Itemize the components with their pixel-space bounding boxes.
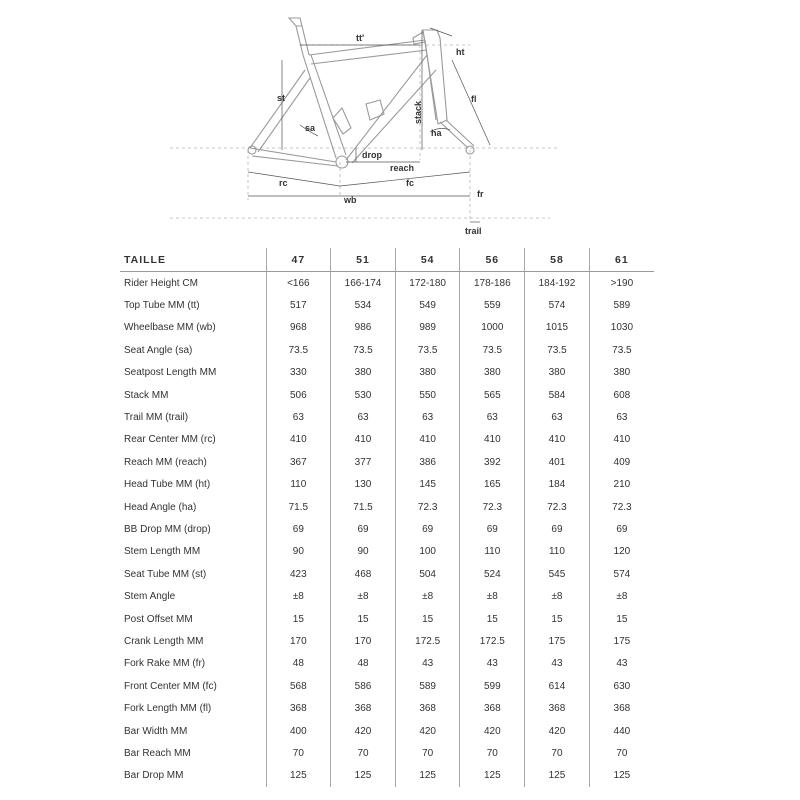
row-label: Head Angle (ha) xyxy=(124,501,197,513)
row-value: 72.3 xyxy=(460,496,525,518)
table-row xyxy=(120,339,654,361)
row-value: 423 xyxy=(266,563,331,585)
table-row xyxy=(120,518,654,540)
row-value: 468 xyxy=(331,563,396,585)
table-row xyxy=(120,585,654,607)
row-value: 586 xyxy=(331,675,396,697)
table-row xyxy=(120,720,654,742)
row-value: 125 xyxy=(266,765,331,787)
row-value: 589 xyxy=(589,294,654,316)
table-row xyxy=(120,362,654,384)
table-row xyxy=(120,272,654,295)
table-row xyxy=(120,697,654,719)
row-value: 599 xyxy=(460,675,525,697)
row-label: Fork Rake MM (fr) xyxy=(124,658,206,670)
row-value: 568 xyxy=(266,675,331,697)
row-value: 70 xyxy=(525,742,590,764)
row-value: 110 xyxy=(525,541,590,563)
table-row xyxy=(120,474,654,496)
row-label: Post Offset MM xyxy=(124,613,193,625)
row-value: 1000 xyxy=(460,317,525,339)
row-value: 172.5 xyxy=(460,630,525,652)
row-value: 120 xyxy=(589,541,654,563)
size-header-label: TAILLE xyxy=(120,248,266,272)
row-value: 125 xyxy=(395,765,460,787)
row-label: Bar Width MM xyxy=(124,725,188,737)
row-value: ±8 xyxy=(525,585,590,607)
row-value: 90 xyxy=(266,541,331,563)
row-value: 574 xyxy=(525,294,590,316)
label-fl: fl xyxy=(471,94,477,104)
label-ht: ht xyxy=(456,47,465,57)
row-value: 63 xyxy=(525,406,590,428)
row-value: 524 xyxy=(460,563,525,585)
size-header-51: 51 xyxy=(331,248,396,272)
row-value: ±8 xyxy=(331,585,396,607)
row-value: 69 xyxy=(266,518,331,540)
row-value: 409 xyxy=(589,451,654,473)
size-header-58: 58 xyxy=(525,248,590,272)
row-label: Top Tube MM (tt) xyxy=(124,300,200,312)
table-row xyxy=(120,429,654,451)
row-value: 15 xyxy=(395,608,460,630)
row-value: 420 xyxy=(460,720,525,742)
label-stack: stack xyxy=(413,100,423,124)
label-rc: rc xyxy=(279,178,288,188)
row-value: 48 xyxy=(266,653,331,675)
table-row xyxy=(120,384,654,406)
row-value: 368 xyxy=(395,697,460,719)
row-value: >190 xyxy=(589,272,654,295)
row-value: 386 xyxy=(395,451,460,473)
row-label: Stem Length MM xyxy=(124,546,201,558)
row-value: 589 xyxy=(395,675,460,697)
row-value: 43 xyxy=(460,653,525,675)
row-value: 48 xyxy=(331,653,396,675)
row-value: 380 xyxy=(525,362,590,384)
row-value: 69 xyxy=(395,518,460,540)
row-value: 368 xyxy=(460,697,525,719)
row-value: 368 xyxy=(266,697,331,719)
row-value: 368 xyxy=(589,697,654,719)
row-value: 125 xyxy=(331,765,396,787)
row-label: Wheelbase MM (wb) xyxy=(124,322,216,334)
row-value: 367 xyxy=(266,451,331,473)
row-value: ±8 xyxy=(460,585,525,607)
row-label: Seatpost Length MM xyxy=(124,367,217,379)
row-value: 15 xyxy=(589,608,654,630)
row-value: 420 xyxy=(331,720,396,742)
row-label: Rider Height CM xyxy=(124,277,198,289)
row-value: 380 xyxy=(589,362,654,384)
row-value: 15 xyxy=(266,608,331,630)
row-value: 184-192 xyxy=(525,272,590,295)
row-value: ±8 xyxy=(589,585,654,607)
row-value: 380 xyxy=(460,362,525,384)
row-value: 392 xyxy=(460,451,525,473)
row-label: Stem Angle xyxy=(124,591,176,603)
row-value: 608 xyxy=(589,384,654,406)
row-value: 380 xyxy=(395,362,460,384)
row-value: 70 xyxy=(266,742,331,764)
row-value: 73.5 xyxy=(589,339,654,361)
row-value: 125 xyxy=(460,765,525,787)
table-row xyxy=(120,608,654,630)
label-tt: tt' xyxy=(356,33,365,43)
row-value: 70 xyxy=(460,742,525,764)
table-row xyxy=(120,563,654,585)
row-value: 63 xyxy=(395,406,460,428)
row-value: 614 xyxy=(525,675,590,697)
row-value: 130 xyxy=(331,474,396,496)
table-row xyxy=(120,653,654,675)
row-value: 69 xyxy=(589,518,654,540)
size-header-54: 54 xyxy=(395,248,460,272)
row-value: 100 xyxy=(395,541,460,563)
row-label: Fork Length MM (fl) xyxy=(124,703,212,715)
row-value: 584 xyxy=(525,384,590,406)
row-value: 1015 xyxy=(525,317,590,339)
row-value: 410 xyxy=(266,429,331,451)
table-row xyxy=(120,406,654,428)
row-label: Bar Drop MM xyxy=(124,770,184,782)
table-row xyxy=(120,541,654,563)
row-value: 72.3 xyxy=(525,496,590,518)
row-value: 517 xyxy=(266,294,331,316)
size-header-56: 56 xyxy=(460,248,525,272)
row-value: 69 xyxy=(331,518,396,540)
row-value: 530 xyxy=(331,384,396,406)
bike-geometry-diagram xyxy=(0,0,800,245)
label-fr: fr xyxy=(477,189,484,199)
table-row xyxy=(120,742,654,764)
row-value: 70 xyxy=(395,742,460,764)
row-value: 330 xyxy=(266,362,331,384)
row-value: 506 xyxy=(266,384,331,406)
row-value: 90 xyxy=(331,541,396,563)
row-value: 986 xyxy=(331,317,396,339)
row-value: 410 xyxy=(589,429,654,451)
row-value: 410 xyxy=(395,429,460,451)
label-fc: fc xyxy=(406,178,415,188)
row-value: 15 xyxy=(525,608,590,630)
row-value: 110 xyxy=(266,474,331,496)
row-value: 968 xyxy=(266,317,331,339)
row-value: 69 xyxy=(460,518,525,540)
row-value: 534 xyxy=(331,294,396,316)
geometry-table-body xyxy=(120,272,654,787)
row-value: 72.3 xyxy=(589,496,654,518)
row-value: 420 xyxy=(395,720,460,742)
label-ha: ha xyxy=(431,128,442,138)
row-value: 440 xyxy=(589,720,654,742)
table-row xyxy=(120,451,654,473)
row-value: 175 xyxy=(589,630,654,652)
table-header-row xyxy=(120,248,654,272)
row-value: 550 xyxy=(395,384,460,406)
row-value: 43 xyxy=(525,653,590,675)
row-value: 175 xyxy=(525,630,590,652)
table-row xyxy=(120,630,654,652)
row-value: <166 xyxy=(266,272,331,295)
size-header-47: 47 xyxy=(266,248,331,272)
row-value: 165 xyxy=(460,474,525,496)
label-reach: reach xyxy=(390,163,415,173)
label-wb: wb xyxy=(344,195,357,205)
row-value: 400 xyxy=(266,720,331,742)
row-label: Head Tube MM (ht) xyxy=(124,479,211,491)
row-value: 989 xyxy=(395,317,460,339)
geometry-table xyxy=(120,248,654,787)
row-value: 73.5 xyxy=(525,339,590,361)
row-label: Reach MM (reach) xyxy=(124,456,207,468)
row-value: 380 xyxy=(331,362,396,384)
row-label: Seat Tube MM (st) xyxy=(124,568,207,580)
row-value: 377 xyxy=(331,451,396,473)
row-value: 166-174 xyxy=(331,272,396,295)
row-label: Rear Center MM (rc) xyxy=(124,434,216,446)
row-value: 401 xyxy=(525,451,590,473)
row-value: 69 xyxy=(525,518,590,540)
row-value: 410 xyxy=(460,429,525,451)
label-drop: drop xyxy=(362,150,382,160)
row-value: 545 xyxy=(525,563,590,585)
row-value: 410 xyxy=(525,429,590,451)
table-row xyxy=(120,294,654,316)
row-value: 73.5 xyxy=(266,339,331,361)
row-value: 63 xyxy=(589,406,654,428)
row-value: 43 xyxy=(395,653,460,675)
row-value: 71.5 xyxy=(266,496,331,518)
table-row xyxy=(120,317,654,339)
row-value: 1030 xyxy=(589,317,654,339)
row-value: 368 xyxy=(525,697,590,719)
row-label: Front Center MM (fc) xyxy=(124,680,217,692)
row-value: 63 xyxy=(266,406,331,428)
row-value: 110 xyxy=(460,541,525,563)
row-value: 73.5 xyxy=(395,339,460,361)
row-label: Stack MM xyxy=(124,389,169,401)
row-value: 15 xyxy=(331,608,396,630)
row-value: 410 xyxy=(331,429,396,451)
row-value: 73.5 xyxy=(460,339,525,361)
row-value: 63 xyxy=(331,406,396,428)
row-value: 368 xyxy=(331,697,396,719)
row-value: 63 xyxy=(460,406,525,428)
table-row xyxy=(120,675,654,697)
row-value: 170 xyxy=(266,630,331,652)
row-label: Seat Angle (sa) xyxy=(124,344,193,356)
row-value: 184 xyxy=(525,474,590,496)
row-label: Crank Length MM xyxy=(124,635,204,647)
row-value: 70 xyxy=(331,742,396,764)
row-value: 70 xyxy=(589,742,654,764)
row-value: 43 xyxy=(589,653,654,675)
row-label: BB Drop MM (drop) xyxy=(124,523,211,535)
row-value: 504 xyxy=(395,563,460,585)
row-value: 559 xyxy=(460,294,525,316)
row-value: 170 xyxy=(331,630,396,652)
row-value: 145 xyxy=(395,474,460,496)
row-label: Trail MM (trail) xyxy=(124,412,189,424)
row-value: 178-186 xyxy=(460,272,525,295)
row-value: 420 xyxy=(525,720,590,742)
row-value: ±8 xyxy=(266,585,331,607)
reference-lines xyxy=(170,45,560,220)
row-value: 125 xyxy=(589,765,654,787)
row-value: 210 xyxy=(589,474,654,496)
row-value: 172-180 xyxy=(395,272,460,295)
table-row xyxy=(120,496,654,518)
row-label: Bar Reach MM xyxy=(124,747,191,759)
label-sa: sa xyxy=(305,123,316,133)
row-value: 125 xyxy=(525,765,590,787)
row-value: ±8 xyxy=(395,585,460,607)
row-value: 73.5 xyxy=(331,339,396,361)
table-row xyxy=(120,765,654,787)
row-value: 15 xyxy=(460,608,525,630)
row-value: 574 xyxy=(589,563,654,585)
label-st: st xyxy=(277,93,286,103)
label-trail: trail xyxy=(465,226,482,236)
row-value: 72.3 xyxy=(395,496,460,518)
row-value: 565 xyxy=(460,384,525,406)
row-value: 549 xyxy=(395,294,460,316)
row-value: 630 xyxy=(589,675,654,697)
row-value: 71.5 xyxy=(331,496,396,518)
row-value: 172.5 xyxy=(395,630,460,652)
size-header-61: 61 xyxy=(589,248,654,272)
